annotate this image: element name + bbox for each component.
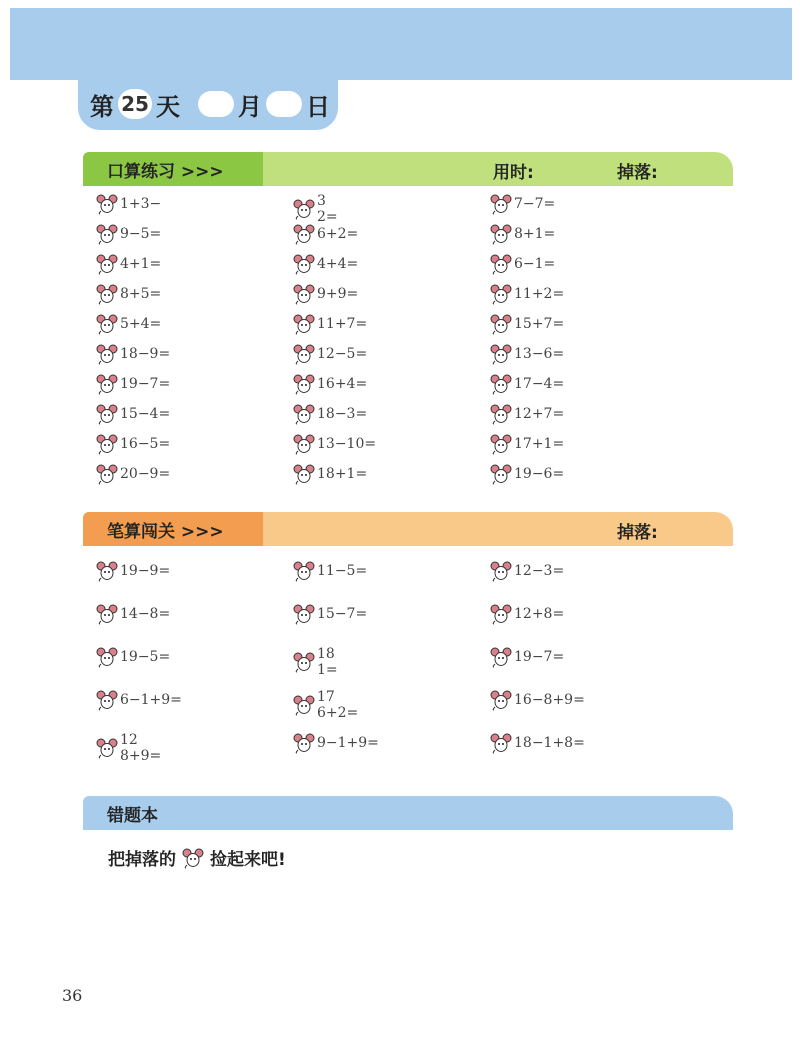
- problem-text: 12 8+9=: [120, 732, 162, 764]
- mouse-icon: [96, 463, 118, 485]
- mouse-icon: [293, 283, 315, 305]
- problem-item: [490, 283, 564, 305]
- problem-item: [293, 223, 358, 245]
- wrong-section-header: [83, 796, 733, 830]
- problem-text: 13−6=: [514, 346, 565, 362]
- problem-text: 7−7=: [514, 196, 556, 212]
- problem-text: 16−8+9=: [514, 692, 585, 708]
- problem-text: 8+1=: [514, 226, 556, 242]
- mouse-icon: [490, 283, 512, 305]
- problem-text: 17+1=: [514, 436, 565, 452]
- oral-section-title: 口算练习 >>>: [83, 152, 263, 186]
- mouse-icon: [490, 373, 512, 395]
- mouse-icon: [293, 313, 315, 335]
- mouse-icon: [490, 403, 512, 425]
- pickup-text-after: 捡起来吧!: [210, 850, 286, 870]
- problem-item: [96, 343, 170, 365]
- problem-text: 15−4=: [120, 406, 171, 422]
- problem-item: [293, 253, 358, 275]
- problem-item: [96, 193, 161, 215]
- mouse-icon: [96, 689, 118, 711]
- mouse-icon: [490, 313, 512, 335]
- problem-item: [490, 223, 555, 245]
- mouse-icon: [293, 603, 315, 625]
- problem-item: [490, 343, 564, 365]
- mouse-icon: [293, 223, 315, 245]
- problem-item: [293, 403, 367, 425]
- problem-item: [293, 646, 338, 678]
- mouse-icon: [293, 253, 315, 275]
- mouse-icon: [293, 433, 315, 455]
- problem-item: [293, 343, 367, 365]
- written-drop-label: 掉落:: [617, 523, 658, 543]
- page-number: 36: [62, 986, 83, 1005]
- mouse-icon: [293, 198, 315, 220]
- problem-text: 19−7=: [514, 649, 565, 665]
- problem-text: 19−6=: [514, 466, 565, 482]
- problem-text: 19−7=: [120, 376, 171, 392]
- date-label: 日: [306, 92, 330, 121]
- month-label: 月: [238, 92, 262, 121]
- problem-text: 4+1=: [120, 256, 162, 272]
- problem-text: 9−5=: [120, 226, 162, 242]
- problem-item: [293, 283, 358, 305]
- mouse-icon: [96, 283, 118, 305]
- mouse-icon: [490, 560, 512, 582]
- problem-text: 18−1+8=: [514, 735, 585, 751]
- problem-text: 6−1+9=: [120, 692, 182, 708]
- problem-item: [96, 223, 161, 245]
- mouse-icon: [490, 603, 512, 625]
- mouse-icon: [182, 847, 204, 869]
- problem-text: 14−8=: [120, 606, 171, 622]
- problem-text: 19−9=: [120, 563, 171, 579]
- mouse-icon: [293, 403, 315, 425]
- problem-item: [293, 463, 367, 485]
- problem-text: 13−10=: [317, 436, 377, 452]
- mouse-icon: [96, 343, 118, 365]
- problem-text: 11+7=: [317, 316, 368, 332]
- date-field[interactable]: [266, 91, 302, 117]
- pickup-text-before: 把掉落的: [108, 850, 176, 870]
- problem-item: [293, 313, 367, 335]
- problem-item: [96, 560, 170, 582]
- problem-item: [96, 732, 161, 764]
- problem-item: [96, 463, 170, 485]
- problem-text: 17−4=: [514, 376, 565, 392]
- problem-item: [490, 463, 564, 485]
- problem-item: [293, 689, 358, 721]
- top-banner: [10, 8, 792, 80]
- problem-text: 12−5=: [317, 346, 368, 362]
- problem-text: 1+3−: [120, 196, 162, 212]
- day-prefix: 第: [90, 92, 114, 121]
- problem-item: [293, 560, 367, 582]
- problem-text: 12−3=: [514, 563, 565, 579]
- problem-text: 11−5=: [317, 563, 368, 579]
- problem-text: 18 1=: [317, 646, 338, 678]
- problem-text: 12+8=: [514, 606, 565, 622]
- problem-text: 18+1=: [317, 466, 368, 482]
- mouse-icon: [96, 403, 118, 425]
- problem-item: [490, 373, 564, 395]
- problem-item: [96, 253, 161, 275]
- problem-item: [490, 732, 585, 754]
- problem-item: [490, 313, 564, 335]
- problem-text: 5+4=: [120, 316, 162, 332]
- problem-item: [96, 603, 170, 625]
- mouse-icon: [490, 433, 512, 455]
- problem-item: [490, 433, 564, 455]
- problem-text: 18−9=: [120, 346, 171, 362]
- mouse-icon: [96, 560, 118, 582]
- pickup-instruction: [108, 845, 286, 870]
- written-section-title: 笔算闯关 >>>: [83, 512, 263, 546]
- day-date-tab: [78, 78, 338, 130]
- problem-text: 6+2=: [317, 226, 359, 242]
- problem-text: 9+9=: [317, 286, 359, 302]
- problem-text: 8+5=: [120, 286, 162, 302]
- mouse-icon: [490, 732, 512, 754]
- mouse-icon: [490, 646, 512, 668]
- mouse-icon: [293, 694, 315, 716]
- problem-text: 20−9=: [120, 466, 171, 482]
- month-field[interactable]: [198, 91, 234, 117]
- problem-item: [96, 403, 170, 425]
- mouse-icon: [490, 463, 512, 485]
- mouse-icon: [293, 651, 315, 673]
- mouse-icon: [293, 560, 315, 582]
- problem-item: [96, 689, 182, 711]
- problem-text: 3 2=: [317, 193, 338, 225]
- problem-text: 15+7=: [514, 316, 565, 332]
- problem-text: 6−1=: [514, 256, 556, 272]
- mouse-icon: [490, 343, 512, 365]
- mouse-icon: [293, 732, 315, 754]
- problem-item: [96, 373, 170, 395]
- mouse-icon: [490, 193, 512, 215]
- oral-drop-label: 掉落:: [617, 163, 658, 183]
- problem-text: 15−7=: [317, 606, 368, 622]
- problem-text: 9−1+9=: [317, 735, 379, 751]
- problem-text: 16+4=: [317, 376, 368, 392]
- oral-section-header: [83, 152, 733, 186]
- mouse-icon: [96, 223, 118, 245]
- problem-item: [96, 313, 161, 335]
- problem-text: 18−3=: [317, 406, 368, 422]
- mouse-icon: [293, 463, 315, 485]
- mouse-icon: [490, 223, 512, 245]
- problem-item: [490, 646, 564, 668]
- mouse-icon: [96, 193, 118, 215]
- written-section-header: [83, 512, 733, 546]
- mouse-icon: [490, 253, 512, 275]
- problem-item: [293, 193, 338, 225]
- problem-item: [96, 283, 161, 305]
- wrong-section-title: 错题本: [107, 805, 158, 826]
- mouse-icon: [96, 646, 118, 668]
- problem-text: 16−5=: [120, 436, 171, 452]
- mouse-icon: [96, 603, 118, 625]
- mouse-icon: [490, 689, 512, 711]
- mouse-icon: [293, 343, 315, 365]
- problem-text: 11+2=: [514, 286, 565, 302]
- problem-text: 19−5=: [120, 649, 171, 665]
- problem-item: [490, 403, 564, 425]
- time-label: 用时:: [493, 163, 534, 183]
- problem-item: [293, 603, 367, 625]
- problem-item: [490, 689, 585, 711]
- problem-item: [96, 646, 170, 668]
- problem-item: [490, 603, 564, 625]
- problem-text: 12+7=: [514, 406, 565, 422]
- mouse-icon: [96, 373, 118, 395]
- day-number: 25: [118, 89, 152, 119]
- mouse-icon: [293, 373, 315, 395]
- problem-item: [490, 253, 555, 275]
- problem-text: 17 6+2=: [317, 689, 359, 721]
- mouse-icon: [96, 433, 118, 455]
- problem-item: [96, 433, 170, 455]
- mouse-icon: [96, 313, 118, 335]
- day-suffix: 天: [156, 92, 180, 121]
- mouse-icon: [96, 253, 118, 275]
- problem-item: [490, 560, 564, 582]
- problem-item: [293, 373, 367, 395]
- mouse-icon: [96, 737, 118, 759]
- problem-text: 4+4=: [317, 256, 359, 272]
- problem-item: [293, 433, 376, 455]
- problem-item: [293, 732, 379, 754]
- problem-item: [490, 193, 555, 215]
